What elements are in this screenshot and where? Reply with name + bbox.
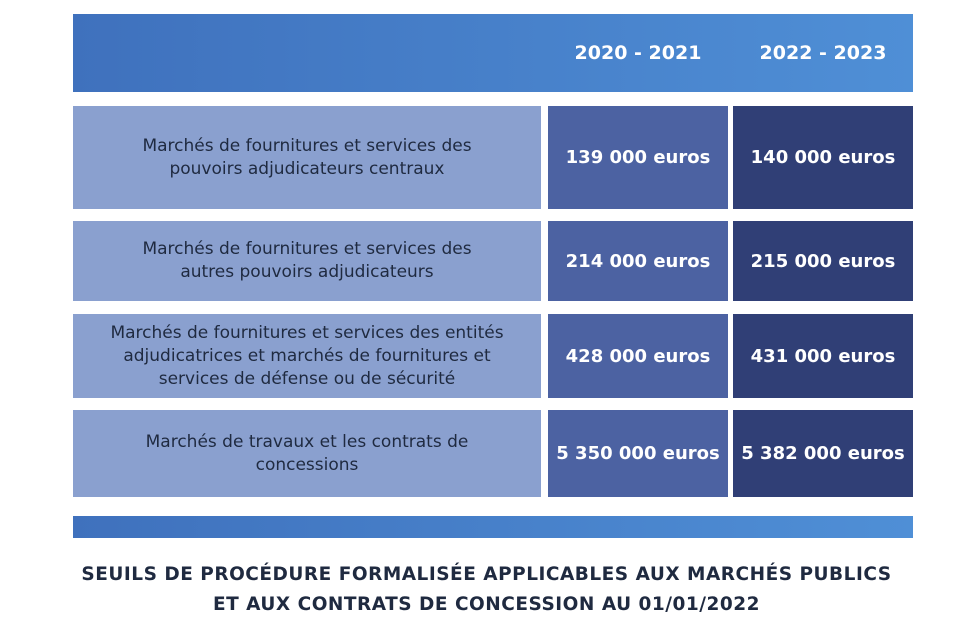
row-label-line: Marchés de fournitures et services des <box>142 239 472 259</box>
value-2022-2023: 215 000 euros <box>733 221 913 301</box>
value-2020-2021: 139 000 euros <box>548 106 728 209</box>
row-label-line: Marchés de fournitures et services des <box>142 135 472 156</box>
row-label <box>73 314 541 398</box>
caption-line-1: SEUILS DE PROCÉDURE FORMALISÉE APPLICABLES AUX MARCHÉS PUBLICS <box>81 564 892 585</box>
row-label <box>73 410 541 497</box>
table-row <box>73 106 913 209</box>
row-label-line: autres pouvoirs adjudicateurs <box>180 262 434 282</box>
row-label <box>73 221 541 301</box>
row-label-line: pouvoirs adjudicateurs centraux <box>169 158 445 179</box>
table-row <box>73 314 913 398</box>
caption-line-2: ET AUX CONTRATS DE CONCESSION AU 01/01/2022 <box>212 594 761 615</box>
value-2020-2021: 214 000 euros <box>548 221 728 301</box>
column-header-2020-2021: 2020 - 2021 <box>574 42 702 64</box>
row-label-line: adjudicatrices et marchés de fournitures et <box>123 345 491 366</box>
value-2020-2021: 5 350 000 euros <box>548 410 728 497</box>
row-label-line: Marchés de travaux et les contrats de <box>145 431 469 452</box>
table-row <box>73 221 913 301</box>
value-2022-2023: 5 382 000 euros <box>733 410 913 497</box>
row-label-line: services de défense ou de sécurité <box>158 368 456 389</box>
table-row <box>73 410 913 497</box>
value-2022-2023: 140 000 euros <box>733 106 913 209</box>
row-label-line: concessions <box>255 454 359 475</box>
value-2020-2021: 428 000 euros <box>548 314 728 398</box>
table-footer-band <box>73 516 913 538</box>
value-2022-2023: 431 000 euros <box>733 314 913 398</box>
row-label-line: Marchés de fournitures et services des entités <box>110 322 504 343</box>
row-label <box>73 106 541 209</box>
column-header-2022-2023: 2022 - 2023 <box>759 42 887 64</box>
